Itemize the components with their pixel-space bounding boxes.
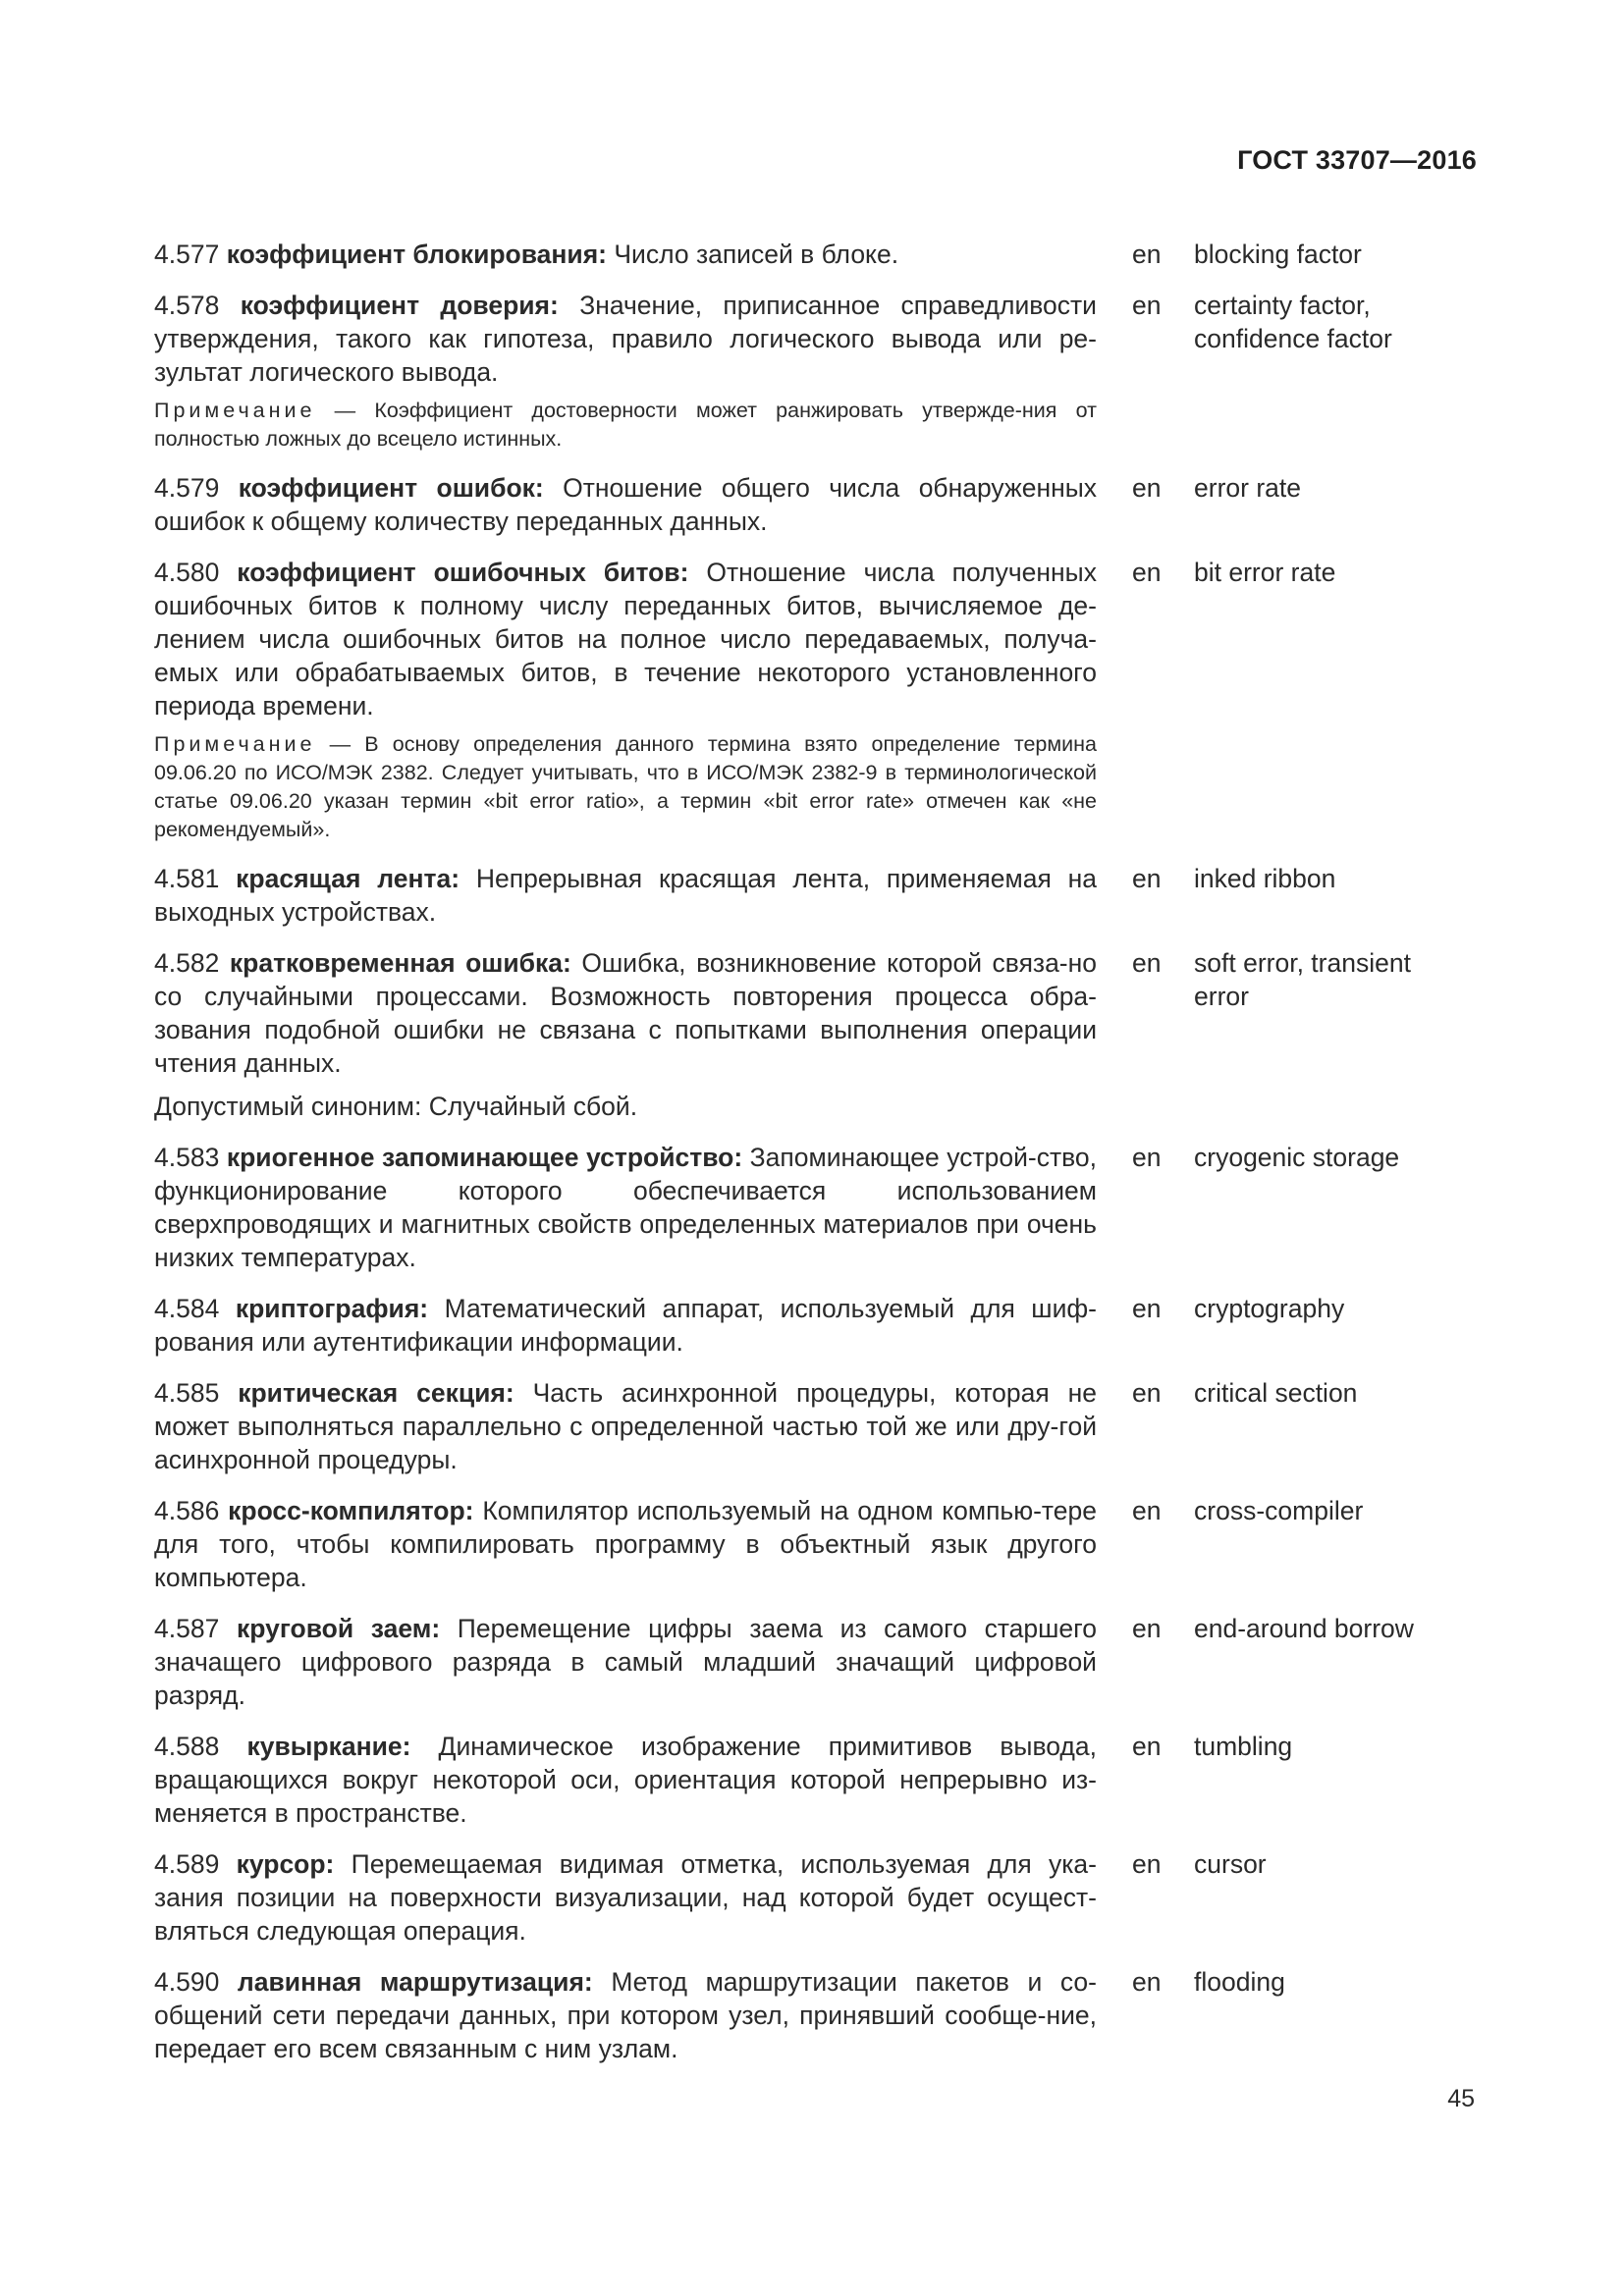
term-definition-column (154, 1376, 1097, 1476)
term-title: критическая секция: (238, 1378, 514, 1408)
term-synonym: Допустимый синоним: Случайный сбой. (154, 1092, 638, 1121)
term-title: коэффициент ошибок: (238, 473, 544, 503)
term-definition-text: Ошибка, возникновение которой связа-но со случайными процессами. Возможность повторения процесса обра-зования подобной ошибки не связана с попытками выполнения операции чтения данных. (154, 948, 1098, 1078)
term-definition (154, 1141, 1097, 1274)
term-definition-column (154, 238, 1097, 271)
term-definition-text: Математический аппарат, используемый для шиф-рования или аутентификации информации. (154, 1294, 1097, 1357)
term-definition-column (154, 1141, 1097, 1274)
term-number: 4.582 (154, 948, 220, 978)
note-text: — Коэффициент достоверности может ранжировать утвержде-ния от полностью ложных до всецело истинных. (154, 399, 1097, 451)
term-definition-column (154, 862, 1097, 929)
term-definition-text: Динамическое изображение примитивов вывода, вращающихся вокруг некоторой оси, ориентация которой непрерывно из-меняется в пространстве. (154, 1732, 1097, 1828)
term-definition (154, 289, 1097, 389)
term-definition-column (154, 1292, 1097, 1359)
english-equivalent: error rate (1194, 473, 1301, 503)
term-definition-column (154, 471, 1097, 538)
term-definition (154, 556, 1097, 722)
language-code: en (1132, 473, 1162, 503)
term-number: 4.590 (154, 1967, 220, 1997)
term-number: 4.577 (154, 240, 220, 269)
language-code: en (1132, 1378, 1162, 1408)
term-number: 4.584 (154, 1294, 220, 1323)
term-definition (154, 1965, 1097, 2065)
term-entry (154, 946, 1475, 1123)
term-definition (154, 1612, 1097, 1712)
term-title: круговой заем: (236, 1614, 441, 1643)
term-definition-column (154, 946, 1097, 1123)
term-number: 4.583 (154, 1143, 220, 1172)
english-equivalent: cryogenic storage (1194, 1143, 1400, 1172)
term-title: криогенное запоминающее устройство: (226, 1143, 743, 1172)
term-number: 4.588 (154, 1732, 220, 1761)
english-equivalent: soft error, transient error (1194, 948, 1411, 1011)
term-definition (154, 1847, 1097, 1948)
term-title: коэффициент блокирования: (226, 240, 607, 269)
term-entry (154, 471, 1475, 538)
term-number: 4.578 (154, 291, 220, 320)
language-code: en (1132, 1294, 1162, 1323)
term-entry (154, 289, 1475, 454)
term-title: лавинная маршрутизация: (237, 1967, 593, 1997)
language-code: en (1132, 1496, 1162, 1525)
term-number: 4.589 (154, 1849, 220, 1879)
term-definition-text: Метод маршрутизации пакетов и со-общений сети передачи данных, при котором узел, принявший сообще-ние, передает его всем связанным с ним узлам. (154, 1967, 1097, 2063)
term-definition-column (154, 556, 1097, 844)
term-entry (154, 1612, 1475, 1712)
note-label: Примечание (154, 732, 316, 756)
term-entry (154, 556, 1475, 844)
language-code: en (1132, 1143, 1162, 1172)
note-text: — В основу определения данного термина взято определение термина 09.06.20 по ИСО/МЭК 2382. Следует учитывать, что в ИСО/МЭК 2382-9 в терминологической статье 09.06.20 указан термин «bit error ratio», а термин «bit error rate» отмечен как «не рекомендуемый». (154, 732, 1097, 841)
term-entries-list (154, 238, 1475, 2083)
term-title: коэффициент ошибочных битов: (237, 558, 689, 587)
term-definition-text: Непрерывная красящая лента, применяемая на выходных устройствах. (154, 864, 1098, 927)
term-definition-column (154, 1494, 1097, 1594)
term-definition-text: Число записей в блоке. (607, 240, 899, 269)
term-definition (154, 1376, 1097, 1476)
term-definition (154, 862, 1097, 929)
term-definition (154, 1292, 1097, 1359)
document-header: ГОСТ 33707—2016 (1237, 145, 1477, 175)
term-title: курсор: (236, 1849, 335, 1879)
term-definition-text: Перемещаемая видимая отметка, используемая для ука-зания позиции на поверхности визуализации, над которой будет осущест-вляться следующая операция. (154, 1849, 1097, 1946)
term-definition-text: Перемещение цифры заема из самого старшего значащего цифрового разряда в самый младший значащий цифровой разряд. (154, 1614, 1097, 1710)
term-definition-text: Компилятор используемый на одном компью-тере для того, чтобы компилировать программу в объектный язык другого компьютера. (154, 1496, 1097, 1592)
term-entry (154, 1965, 1475, 2065)
note-label: Примечание (154, 399, 316, 422)
term-number: 4.579 (154, 473, 220, 503)
term-definition (154, 946, 1097, 1080)
term-title: кратковременная ошибка: (229, 948, 571, 978)
english-equivalent: certainty factor, confidence factor (1194, 291, 1392, 353)
english-equivalent: end-around borrow (1194, 1614, 1414, 1643)
language-code: en (1132, 1732, 1162, 1761)
english-equivalent: bit error rate (1194, 558, 1336, 587)
term-entry (154, 862, 1475, 929)
term-entry (154, 1292, 1475, 1359)
page-number: 45 (1447, 2085, 1475, 2112)
language-code: en (1132, 558, 1162, 587)
term-entry (154, 1141, 1475, 1274)
term-entry (154, 1847, 1475, 1948)
english-equivalent: cross-compiler (1194, 1496, 1364, 1525)
term-definition (154, 238, 1097, 271)
language-code: en (1132, 1614, 1162, 1643)
language-code: en (1132, 864, 1162, 893)
english-equivalent: blocking factor (1194, 240, 1362, 269)
language-code: en (1132, 1849, 1162, 1879)
term-definition-text: Часть асинхронной процедуры, которая не может выполняться параллельно с определенной частью той же или дру-гой асинхронной процедуры. (154, 1378, 1097, 1474)
language-code: en (1132, 1967, 1162, 1997)
term-number: 4.586 (154, 1496, 220, 1525)
term-number: 4.585 (154, 1378, 220, 1408)
term-definition (154, 471, 1097, 538)
term-definition-text: Отношение числа полученных ошибочных битов к полному числу переданных битов, вычисляемое де-лением числа ошибочных битов на полное число передаваемых, получа-емых или обрабатываемых битов, в течение некоторого установленного периода времени. (154, 558, 1097, 721)
term-title: криптография: (235, 1294, 429, 1323)
english-equivalent: inked ribbon (1194, 864, 1336, 893)
term-definition-column (154, 1730, 1097, 1830)
term-note (154, 397, 1097, 454)
english-equivalent: tumbling (1194, 1732, 1293, 1761)
english-equivalent: flooding (1194, 1967, 1285, 1997)
term-definition-text: Значение, приписанное справедливости утверждения, такого как гипотеза, правило логического вывода или ре-зультат логического вывода. (154, 291, 1097, 387)
term-title: кросс-компилятор: (228, 1496, 474, 1525)
term-title: красящая лента: (236, 864, 460, 893)
language-code: en (1132, 948, 1162, 978)
term-title: коэффициент доверия: (240, 291, 559, 320)
term-number: 4.587 (154, 1614, 220, 1643)
term-title: кувыркание: (246, 1732, 411, 1761)
term-entry (154, 238, 1475, 271)
english-equivalent: cryptography (1194, 1294, 1345, 1323)
term-note (154, 730, 1097, 844)
term-definition (154, 1730, 1097, 1830)
term-definition-column (154, 1847, 1097, 1948)
term-definition-text: Запоминающее устрой-ство, функционирование которого обеспечивается использованием сверхпроводящих и магнитных свойств определенных материалов при очень низких температурах. (154, 1143, 1097, 1272)
language-code: en (1132, 291, 1162, 320)
term-definition (154, 1494, 1097, 1594)
english-equivalent: critical section (1194, 1378, 1358, 1408)
term-entry (154, 1376, 1475, 1476)
term-number: 4.581 (154, 864, 220, 893)
term-entry (154, 1494, 1475, 1594)
term-definition-column (154, 289, 1097, 454)
term-entry (154, 1730, 1475, 1830)
term-definition-column (154, 1965, 1097, 2065)
term-definition-text: Отношение общего числа обнаруженных ошибок к общему количеству переданных данных. (154, 473, 1098, 536)
term-number: 4.580 (154, 558, 220, 587)
english-equivalent: cursor (1194, 1849, 1267, 1879)
language-code: en (1132, 240, 1162, 269)
term-definition-column (154, 1612, 1097, 1712)
